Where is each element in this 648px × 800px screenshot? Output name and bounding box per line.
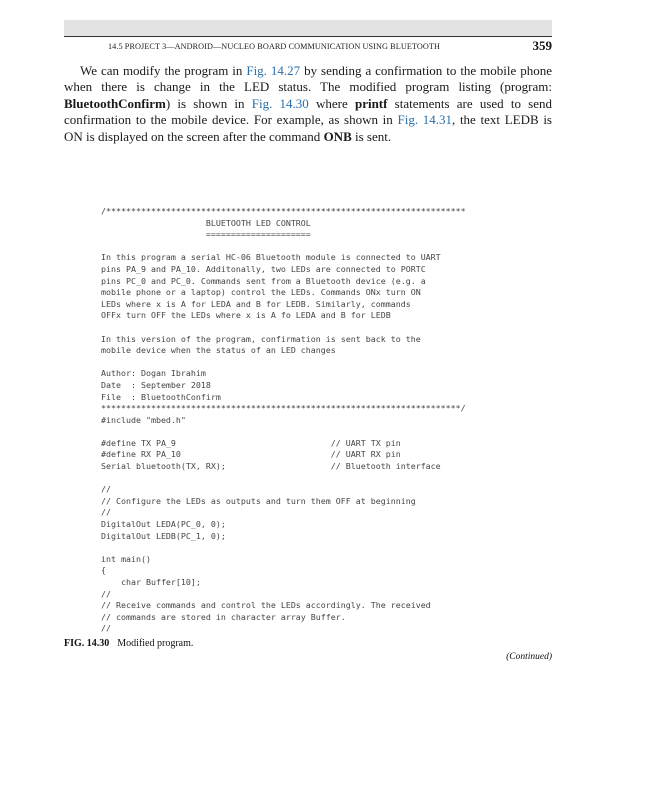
code-line: DigitalOut LEDB(PC_1, 0);: [101, 530, 226, 541]
running-head: 14.5 PROJECT 3—ANDROID—NUCLEO BOARD COMMUNICATION USING BLUETOOTH: [107, 42, 441, 51]
figure-label: FIG. 14.30: [64, 638, 110, 649]
program-name: BluetoothConfirm: [64, 95, 166, 111]
code-line: //: [101, 484, 111, 495]
fig-14-30-link[interactable]: Fig. 14.30: [251, 95, 309, 111]
code-line: [101, 542, 541, 554]
code-line: // commands are stored in character array Buffer.: [101, 611, 346, 622]
code-line: [101, 322, 541, 334]
code-line: mobile device when the status of an LED changes: [101, 345, 336, 356]
code-line: Date : September 2018: [101, 379, 211, 390]
continued-note: (Continued): [506, 652, 552, 662]
code-line: Serial bluetooth(TX, RX); // Bluetooth interface: [101, 461, 441, 472]
code-line: pins PA_9 and PA_10. Additonally, two LEDs are connected to PORTC: [101, 263, 426, 274]
command-onb: ONB: [323, 128, 352, 144]
code-line: [101, 473, 541, 485]
code-line: /************************************************************************: [101, 206, 466, 216]
code-line: #define TX PA_9 // UART TX pin: [101, 437, 401, 448]
text-run: is sent.: [351, 128, 392, 144]
code-line: BLUETOOTH LED CONTROL: [101, 217, 311, 228]
code-line: #define RX PA_10 // UART RX pin: [101, 449, 401, 460]
code-line: File : BluetoothConfirm: [101, 391, 221, 402]
text-run: statements are used to send confirmation to the mobile device. For example, as shown in: [64, 95, 553, 128]
text-run: where: [308, 95, 355, 111]
code-line: In this version of the program, confirmation is sent back to the: [101, 333, 421, 344]
text-run: , the text LEDB is ON is displayed on the screen after the command: [64, 112, 552, 144]
code-line: pins PC_0 and PC_0. Commands sent from a Bluetooth device (e.g. a: [101, 275, 426, 286]
body-paragraph: [64, 63, 552, 145]
code-line: // Receive commands and control the LEDs accordingly. The received: [101, 600, 431, 611]
code-line: OFFx turn OFF the LEDs where x is A fo LEDA and B for LEDB: [101, 310, 391, 321]
figure-caption: [64, 638, 193, 649]
printf-keyword: printf: [354, 95, 388, 111]
code-line: DigitalOut LEDA(PC_0, 0);: [101, 519, 226, 530]
code-line: char Buffer[10];: [101, 577, 201, 587]
code-line: //: [101, 507, 111, 518]
code-line: // Configure the LEDs as outputs and turn them OFF at beginning: [101, 495, 416, 506]
text-run: ) is shown in: [165, 95, 252, 111]
code-line: [101, 357, 541, 369]
page-number: 359: [532, 38, 552, 53]
figure-caption-text: Modified program.: [117, 638, 194, 649]
code-line: ************************************************************************/: [101, 403, 466, 414]
code-line: In this program a serial HC-06 Bluetooth module is connected to UART: [101, 252, 441, 263]
code-line: #include "mbed.h": [101, 414, 186, 425]
code-line: [101, 426, 541, 438]
fig-14-27-link[interactable]: Fig. 14.27: [246, 63, 301, 78]
header-rule: [64, 36, 552, 37]
text-run: by sending a confirmation to the mobile phone when there is change in the LED status. The modified program listing (program:: [64, 63, 552, 95]
code-line: int main(): [101, 553, 151, 564]
code-line: Author: Dogan Ibrahim: [101, 368, 206, 379]
text-run: We can modify the program in: [80, 63, 247, 78]
code-listing: [101, 206, 541, 635]
code-line: //: [101, 623, 111, 634]
code-line: //: [101, 588, 111, 599]
header-band: [64, 20, 552, 36]
code-line: =====================: [101, 229, 311, 240]
fig-14-31-link[interactable]: Fig. 14.31: [397, 112, 453, 128]
code-line: LEDs where x is A for LEDA and B for LEDB. Similarly, commands: [101, 298, 411, 309]
code-line: mobile phone or a laptop) control the LEDs. Commands ONx turn ON: [101, 287, 421, 298]
code-line: [101, 241, 541, 253]
code-line: {: [101, 565, 106, 576]
